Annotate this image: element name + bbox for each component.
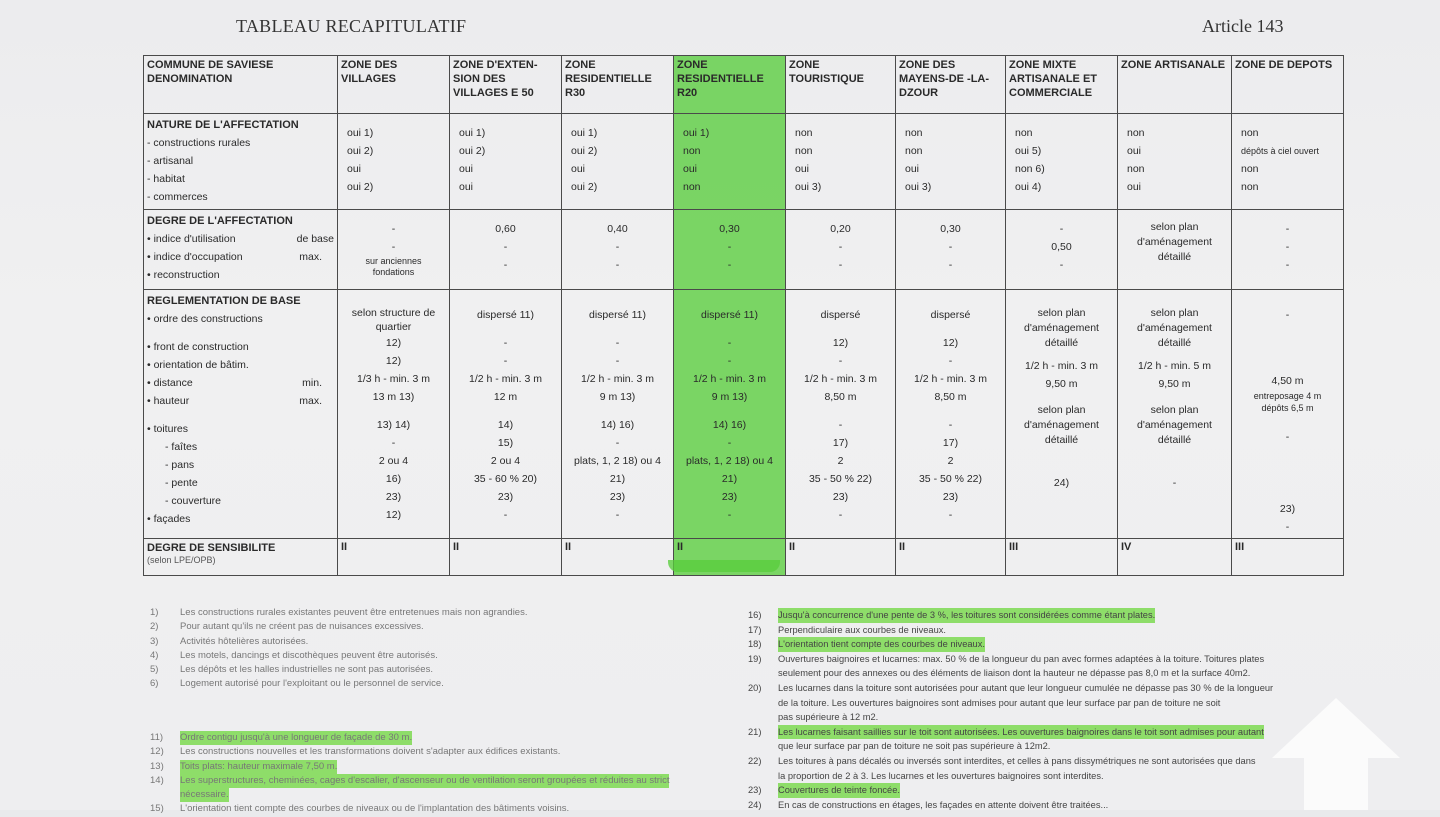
cell-value: 12) xyxy=(385,337,402,349)
watermark-arrow-icon xyxy=(1272,698,1400,810)
footnote: 21) Les lucarnes faisant saillies sur le toit sont autorisées. Les ouvertures baignoires dans le toit sont admises pour autant xyxy=(748,725,1273,740)
footnote: 4) Les motels, dancings et discothèques peuvent être autorisés. xyxy=(150,649,438,661)
row-label: - commerces xyxy=(147,191,208,203)
header-cell: ZONE DE DEPOTS xyxy=(1232,56,1344,114)
cell-value: 35 - 50 % 22) xyxy=(918,473,983,485)
cell-value: - xyxy=(838,241,843,253)
cell-value: dépôts 6,5 m xyxy=(1261,403,1314,413)
cell-value: oui xyxy=(1127,145,1142,157)
header-cell: ZONE DES MAYENS-DE -LA-DZOUR xyxy=(896,56,1006,114)
cell-value: oui 4) xyxy=(1015,181,1042,193)
cell-value: oui 3) xyxy=(795,181,822,193)
cell-value: - xyxy=(615,437,620,449)
cell-value: 14) 16) xyxy=(600,419,635,431)
row-label: • indice d'utilisation de base xyxy=(147,233,334,245)
footnote: 14) Les superstructures, cheminées, cages d'escalier, d'ascenseur ou de ventilation seront groupées et réduites au strict xyxy=(150,774,669,788)
cell-value: 0,20 xyxy=(830,223,851,235)
sens-value: II xyxy=(562,539,674,576)
header-cell: ZONE ARTISANALE xyxy=(1118,56,1232,114)
header-cell: ZONE DES VILLAGES xyxy=(338,56,450,114)
sens-value: II xyxy=(338,539,450,576)
regl-col-mayens xyxy=(896,290,1006,539)
cell-value: - xyxy=(503,241,508,253)
cell-value: 35 - 50 % 22) xyxy=(808,473,873,485)
regl-col-mixte xyxy=(1006,290,1118,539)
section-title: REGLEMENTATION DE BASE xyxy=(147,295,301,307)
nature-col-depots xyxy=(1232,114,1344,210)
cell-value: - xyxy=(503,355,508,367)
header-cell: ZONE D'EXTEN-SION DES VILLAGES E 50 xyxy=(450,56,562,114)
cell-value: - xyxy=(948,355,953,367)
footnotes-left-b xyxy=(150,731,669,817)
regl-col-r20 xyxy=(674,290,786,539)
cell-value: 0,50 xyxy=(1051,241,1072,253)
cell-value: non xyxy=(795,127,813,139)
cell-value: 23) xyxy=(942,491,959,503)
cell-value: 17) xyxy=(942,437,959,449)
cell-value: - xyxy=(1285,431,1290,443)
cell-value: - xyxy=(1172,477,1177,489)
cell-value: oui 2) xyxy=(459,145,486,157)
header-cell: ZONE RESIDENTIELLE R30 xyxy=(562,56,674,114)
regl-col-touristique xyxy=(786,290,896,539)
cell-value: - xyxy=(503,337,508,349)
cell-value: selon structure de quartier xyxy=(351,307,436,333)
cell-value: 9,50 m xyxy=(1158,378,1191,390)
footnote: 2) Pour autant qu'ils ne créent pas de nuisances excessives. xyxy=(150,621,424,633)
nature-row xyxy=(144,114,1344,210)
footnote: 20) Les lucarnes dans la toiture sont autorisées pour autant que leur longueur cumulée ne dépasse pas 30 % de la longueur xyxy=(748,682,1274,693)
cell-value: 13) 14) xyxy=(376,419,411,431)
cell-value: 1/3 h - min. 3 m xyxy=(357,373,430,385)
footnote: 18) L'orientation tient compte des courbes de niveaux. xyxy=(748,637,1273,652)
cell-value: oui xyxy=(795,163,810,175)
degre-col-depots xyxy=(1232,210,1344,290)
cell-value: - xyxy=(391,437,396,449)
cell-value: 0,60 xyxy=(495,223,516,235)
nature-col-r20 xyxy=(674,114,786,210)
cell-value: 21) xyxy=(609,473,626,485)
row-label: • reconstruction xyxy=(147,269,220,281)
cell-value: 23) xyxy=(385,491,402,503)
nature-col-extension xyxy=(450,114,562,210)
cell-value: 2 ou 4 xyxy=(490,455,521,467)
footnote: 16) Jusqu'à concurrence d'une pente de 3 %, les toitures sont considérées comme étant plates. xyxy=(748,608,1273,623)
row-label: • ordre des constructions xyxy=(147,313,263,325)
cell-value: dispersé xyxy=(820,309,861,321)
cell-value: 9,50 m xyxy=(1045,378,1078,390)
cell-value: oui 5) xyxy=(1015,145,1042,157)
footnote: 13) Toits plats: hauteur maximale 7,50 m. xyxy=(150,760,669,774)
row-label: • hauteur max. xyxy=(147,395,322,407)
header-cell: ZONE TOURISTIQUE xyxy=(786,56,896,114)
nature-col-artisanale xyxy=(1118,114,1232,210)
degre-row xyxy=(144,210,1344,290)
cell-value: 2 xyxy=(947,455,954,467)
row-label: • front de construction xyxy=(147,341,249,353)
degre-col-artisanale xyxy=(1118,210,1232,290)
cell-value: selon plan d'aménagement détaillé xyxy=(1137,221,1212,263)
cell-value: 12) xyxy=(832,337,849,349)
header-cell-highlighted: ZONE RESIDENTIELLE R20 xyxy=(674,56,786,114)
cell-value: oui xyxy=(905,163,920,175)
cell-value: 1/2 h - min. 3 m xyxy=(1025,360,1098,372)
cell-value: - xyxy=(948,509,953,521)
cell-value: - xyxy=(615,509,620,521)
header-cell: COMMUNE DE SAVIESE DENOMINATION xyxy=(144,56,338,114)
regl-col-r30 xyxy=(562,290,674,539)
summary-table xyxy=(143,55,1344,576)
row-label: • distance min. xyxy=(147,377,322,389)
cell-value: - xyxy=(615,241,620,253)
row-label: - habitat xyxy=(147,173,185,185)
cell-value: 8,50 m xyxy=(824,391,857,403)
cell-value: oui 1) xyxy=(571,127,598,139)
footnotes-left-a xyxy=(150,606,527,692)
cell-value: 23) xyxy=(497,491,514,503)
regl-col-extension xyxy=(450,290,562,539)
cell-value: - xyxy=(727,437,732,449)
cell-value: 12) xyxy=(942,337,959,349)
row-label: • toitures xyxy=(147,423,189,435)
cell-value: - xyxy=(948,419,953,431)
footnote: 6) Logement autorisé pour l'exploitant ou le personnel de service. xyxy=(150,678,444,690)
cell-value: oui xyxy=(459,181,474,193)
cell-value: dispersé 11) xyxy=(588,309,646,321)
cell-value: oui xyxy=(459,163,474,175)
cell-value: 13 m 13) xyxy=(372,391,415,403)
cell-value: - xyxy=(1285,521,1290,533)
cell-value: - xyxy=(948,241,953,253)
cell-value: 0,40 xyxy=(607,223,628,235)
nature-col-r30 xyxy=(562,114,674,210)
cell-value: dépôts à ciel ouvert xyxy=(1241,146,1320,156)
cell-value: non xyxy=(1127,127,1145,139)
footnote: 23) Couvertures de teinte foncée. xyxy=(748,783,1273,798)
degre-col-r30 xyxy=(562,210,674,290)
cell-value: 16) xyxy=(385,473,402,485)
cell-value: 0,30 xyxy=(940,223,961,235)
cell-value: oui 2) xyxy=(347,145,374,157)
highlight-marker xyxy=(668,560,780,572)
cell-value: - xyxy=(503,259,508,271)
cell-value: 23) xyxy=(721,491,738,503)
cell-value: selon plan d'aménagement détaillé xyxy=(1024,307,1099,349)
regl-col-artisanale xyxy=(1118,290,1232,539)
cell-value: - xyxy=(838,259,843,271)
cell-value: 35 - 60 % 20) xyxy=(473,473,538,485)
sens-value: II xyxy=(896,539,1006,576)
cell-value: non 6) xyxy=(1015,163,1045,175)
cell-value: oui 2) xyxy=(347,181,374,193)
footnote: 5) Les dépôts et les halles industrielles ne sont pas autorisées. xyxy=(150,664,433,676)
sens-value: III xyxy=(1232,539,1344,576)
cell-value: - xyxy=(727,355,732,367)
cell-value: 1/2 h - min. 5 m xyxy=(1138,360,1211,372)
sens-value: III xyxy=(1006,539,1118,576)
cell-value: 1/2 h - min. 3 m xyxy=(804,373,877,385)
cell-value: - xyxy=(391,241,396,253)
cell-value: oui 1) xyxy=(459,127,486,139)
degre-col-extension xyxy=(450,210,562,290)
nature-col-touristique xyxy=(786,114,896,210)
footnote: la proportion de 2 à 3. Les lucarnes et les ouvertures baignoires sont interdites. xyxy=(778,770,1104,781)
cell-value: oui 2) xyxy=(571,145,598,157)
degre-labels xyxy=(144,210,338,290)
cell-value: - xyxy=(838,419,843,431)
cell-value: - xyxy=(1285,309,1290,321)
cell-value: - xyxy=(727,259,732,271)
cell-value: 23) xyxy=(832,491,849,503)
footnote: 1) Les constructions rurales existantes peuvent être entretenues mais non agrandies. xyxy=(150,607,528,618)
table-header-row xyxy=(144,56,1344,114)
cell-value: non xyxy=(795,145,813,157)
cell-value: plats, 1, 2 18) ou 4 xyxy=(686,455,773,467)
cell-value: - xyxy=(838,355,843,367)
cell-value: oui 1) xyxy=(347,127,374,139)
cell-value: non xyxy=(1241,181,1259,193)
footnote: 11) Ordre contigu jusqu'à une longueur de façade de 30 m. xyxy=(150,731,669,745)
footnote: nécessaire. xyxy=(150,788,669,802)
cell-value: 15) xyxy=(497,437,514,449)
article-number: Article 143 xyxy=(1202,16,1284,36)
cell-value: 1/2 h - min. 3 m xyxy=(469,373,542,385)
row-label: - artisanal xyxy=(147,155,194,167)
degre-col-mayens xyxy=(896,210,1006,290)
cell-value: non xyxy=(905,145,923,157)
nature-labels xyxy=(144,114,338,210)
cell-value: dispersé xyxy=(930,309,971,321)
cell-value: entreposage 4 m xyxy=(1253,391,1322,401)
cell-value: oui 2) xyxy=(571,181,598,193)
header-cell: ZONE MIXTE ARTISANALE ET COMMERCIALE xyxy=(1006,56,1118,114)
footnote: 17) Perpendiculaire aux courbes de niveaux. xyxy=(748,624,946,635)
cell-value: 14) 16) xyxy=(712,419,747,431)
cell-value: 8,50 m xyxy=(934,391,967,403)
footnote: pas supérieure à 12 m2. xyxy=(778,712,879,723)
cell-value: - xyxy=(1285,241,1290,253)
footnote: 15) L'orientation tient compte des courbes de niveaux ou de l'implantation des bâtiments voisins. xyxy=(150,803,570,815)
cell-value: non xyxy=(683,145,701,157)
cell-value: 9 m 13) xyxy=(599,391,636,403)
footnote: 12) Les constructions nouvelles et les transformations doivent s'adapter aux édifices existants. xyxy=(150,746,561,758)
nature-col-mayens xyxy=(896,114,1006,210)
footnote: 19) Ouvertures baignoires et lucarnes: max. 50 % de la longueur du pan avec formes adaptées à la toiture. Toitures plates xyxy=(748,653,1265,664)
cell-value: - xyxy=(1285,259,1290,271)
cell-value: oui 1) xyxy=(683,127,710,139)
row-label: - pans xyxy=(165,459,195,471)
cell-value: 23) xyxy=(609,491,626,503)
regl-labels xyxy=(144,290,338,539)
row-label: - faîtes xyxy=(165,441,198,453)
document-title: TABLEAU RECAPITULATIF xyxy=(236,16,467,36)
section-title: NATURE DE L'AFFECTATION xyxy=(147,119,299,131)
cell-value: 1/2 h - min. 3 m xyxy=(581,373,654,385)
sens-value: IV xyxy=(1118,539,1232,576)
cell-value: 12 m xyxy=(493,391,518,403)
cell-value: 0,30 xyxy=(719,223,740,235)
row-label: - couverture xyxy=(165,495,222,507)
cell-value: non xyxy=(1015,127,1033,139)
section-title: DEGRE DE L'AFFECTATION xyxy=(147,215,293,227)
cell-value: - xyxy=(727,337,732,349)
cell-value: - xyxy=(948,259,953,271)
cell-value: - xyxy=(727,241,732,253)
cell-value: - xyxy=(615,337,620,349)
cell-value: oui xyxy=(571,163,586,175)
cell-value: - xyxy=(503,509,508,521)
cell-value: dispersé 11) xyxy=(476,309,534,321)
cell-value: plats, 1, 2 18) ou 4 xyxy=(574,455,661,467)
cell-value: oui xyxy=(683,163,698,175)
cell-value: - xyxy=(615,355,620,367)
degre-col-touristique xyxy=(786,210,896,290)
nature-col-mixte xyxy=(1006,114,1118,210)
footnote: 24) En cas de constructions en étages, les façades en attente doivent être traitées... xyxy=(748,799,1109,810)
cell-value: 4,50 m xyxy=(1271,375,1304,387)
cell-value: non xyxy=(1241,127,1259,139)
row-label: • façades xyxy=(147,513,191,525)
cell-value: - xyxy=(838,509,843,521)
cell-value: selon plan d'aménagement détaillé xyxy=(1137,404,1212,446)
cell-value: selon plan d'aménagement détaillé xyxy=(1137,307,1212,349)
cell-value: non xyxy=(905,127,923,139)
footnote: 22) Les toitures à pans décalés ou inversés sont interdites, et celles à pans dissymétriques ne sont autorisées que dans xyxy=(748,755,1256,766)
cell-value: - xyxy=(391,223,396,235)
degre-col-r20 xyxy=(674,210,786,290)
cell-value: - xyxy=(1059,259,1064,271)
cell-value: 1/2 h - min. 3 m xyxy=(914,373,987,385)
row-label: - pente xyxy=(165,477,198,489)
cell-value: 21) xyxy=(721,473,738,485)
cell-value: non xyxy=(1127,163,1145,175)
cell-value: 9 m 13) xyxy=(711,391,748,403)
cell-value: 17) xyxy=(832,437,849,449)
sens-label: DEGRE DE SENSIBILITE (selon LPE/OPB) xyxy=(144,539,338,576)
cell-value: - xyxy=(615,259,620,271)
cell-value: 2 xyxy=(837,455,844,467)
cell-value: - xyxy=(1285,223,1290,235)
cell-value: oui xyxy=(347,163,362,175)
cell-value: sur anciennes fondations xyxy=(365,256,422,277)
regl-col-depots xyxy=(1232,290,1344,539)
cell-value: oui 3) xyxy=(905,181,932,193)
cell-value: non xyxy=(683,181,701,193)
footnote: seulement pour des annexes ou des éléments de liaison dont la hauteur ne dépasse pas 8,0 m et la surface 40m2. xyxy=(778,668,1251,679)
sens-value: II xyxy=(450,539,562,576)
cell-value: oui xyxy=(1127,181,1142,193)
row-label: - constructions rurales xyxy=(147,137,251,149)
cell-value: 1/2 h - min. 3 m xyxy=(693,373,766,385)
sens-value: II xyxy=(786,539,896,576)
cell-value: 12) xyxy=(385,509,402,521)
row-label: • indice d'occupation max. xyxy=(147,251,322,263)
degre-col-mixte xyxy=(1006,210,1118,290)
sens-value: II xyxy=(674,539,786,576)
cell-value: 12) xyxy=(385,355,402,367)
degre-col-villages xyxy=(338,210,450,290)
row-label: • orientation de bâtim. xyxy=(147,359,249,371)
cell-value: non xyxy=(1241,163,1259,175)
footnotes-right xyxy=(748,608,1273,812)
cell-value: - xyxy=(1059,223,1064,235)
footnote: que leur surface par pan de toiture ne soit pas supérieure à 12m2. xyxy=(778,741,1051,752)
reglementation-row xyxy=(144,290,1344,539)
cell-value: selon plan d'aménagement détaillé xyxy=(1024,404,1099,446)
footnote: de la toiture. Les ouvertures baignoires sont admises pour autant que leur surface par pan de toiture ne soit xyxy=(778,697,1221,708)
cell-value: 14) xyxy=(497,419,514,431)
cell-value: 24) xyxy=(1053,477,1070,489)
cell-value: 2 ou 4 xyxy=(378,455,409,467)
regl-col-villages xyxy=(338,290,450,539)
footnote: 3) Activités hôtelières autorisées. xyxy=(150,635,309,647)
cell-value: dispersé 11) xyxy=(700,309,758,321)
cell-value: - xyxy=(727,509,732,521)
nature-col-villages xyxy=(338,114,450,210)
cell-value: 23) xyxy=(1279,503,1296,515)
